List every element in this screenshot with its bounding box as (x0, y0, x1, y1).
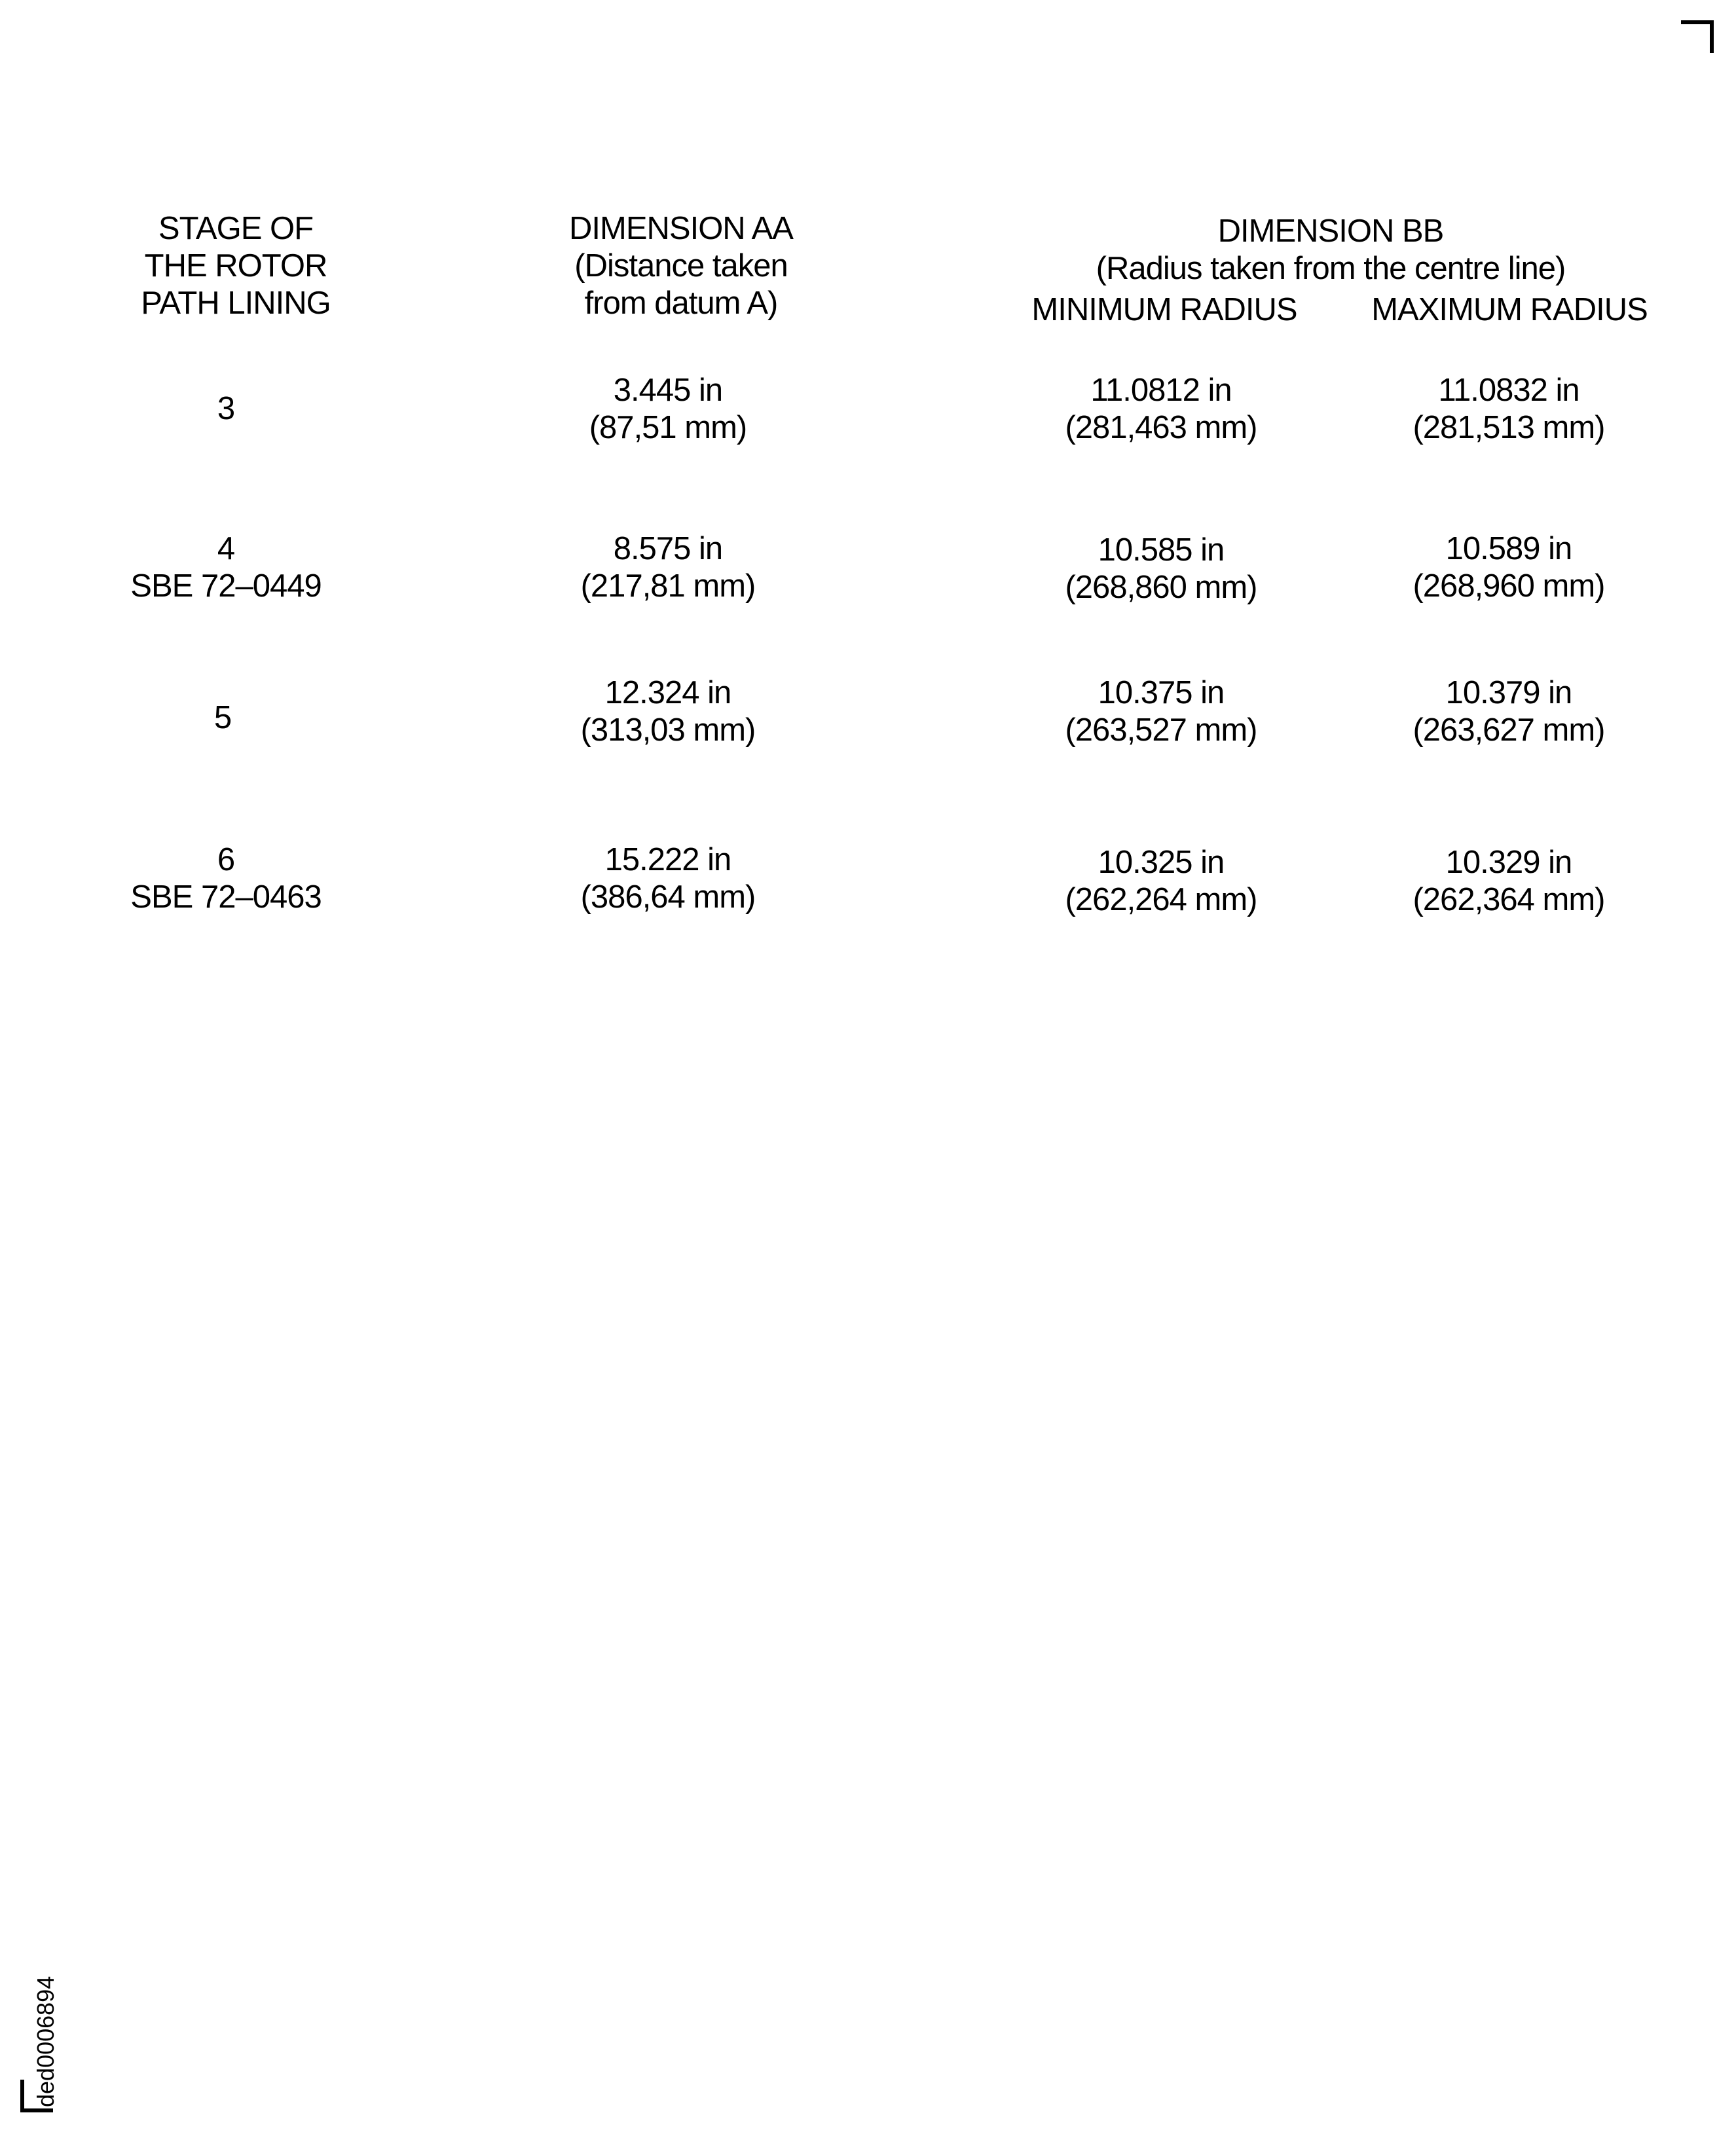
row-1-max-mm: (281,513 mm) (1413, 410, 1605, 445)
row-4-aa (581, 841, 756, 916)
figure-id: ded0006894 (32, 1976, 59, 2107)
row-2-max (1413, 530, 1604, 605)
row-3-min (1065, 674, 1257, 749)
row-1-min-mm: (281,463 mm) (1065, 410, 1257, 445)
row-4-max-mm: (262,364 mm) (1413, 882, 1605, 917)
row-2-max-in: 10.589 in (1445, 531, 1572, 566)
row-1-max (1413, 372, 1604, 447)
header-aa-line-3: from datum A) (584, 285, 778, 321)
row-1-stage: 3 (217, 391, 235, 426)
row-1-min (1065, 372, 1257, 447)
row-2-min-in: 10.585 in (1098, 532, 1225, 568)
row-2-stage-number: 4 (217, 531, 235, 566)
row-4-min-mm: (262,264 mm) (1065, 882, 1257, 917)
row-1-aa-in: 3.445 in (613, 373, 723, 408)
row-3-max-mm: (263,627 mm) (1413, 712, 1605, 748)
header-dimension-bb (1096, 213, 1566, 287)
row-1-aa (589, 372, 747, 447)
row-1-max-in: 11.0832 in (1438, 373, 1579, 408)
header-aa-line-2: (Distance taken (574, 248, 788, 284)
row-3-aa-in: 12.324 in (604, 675, 731, 710)
row-3-min-mm: (263,527 mm) (1065, 712, 1257, 748)
row-2-aa-in: 8.575 in (613, 531, 723, 566)
row-1-min-in: 11.0812 in (1090, 373, 1232, 408)
row-4-stage-number: 6 (217, 842, 235, 877)
row-4-stage-ref: SBE 72–0463 (130, 879, 322, 915)
row-4-stage (130, 841, 321, 916)
row-2-aa-mm: (217,81 mm) (580, 568, 756, 604)
row-2-max-mm: (268,960 mm) (1413, 568, 1605, 604)
header-stage-line-2: THE ROTOR (144, 248, 327, 284)
row-4-min (1065, 844, 1257, 919)
row-3-min-in: 10.375 in (1098, 675, 1225, 710)
row-2-min-mm: (268,860 mm) (1065, 570, 1257, 605)
row-2-min (1065, 532, 1257, 606)
row-3-stage: 5 (213, 700, 232, 735)
header-bb-line-2: (Radius taken from the centre line) (1096, 251, 1566, 286)
header-stage-line-3: PATH LINING (141, 285, 331, 321)
row-4-min-in: 10.325 in (1098, 845, 1225, 880)
header-stage (141, 210, 330, 322)
row-2-stage-ref: SBE 72–0449 (130, 568, 322, 604)
row-4-aa-mm: (386,64 mm) (580, 879, 756, 915)
row-3-aa (581, 674, 756, 749)
row-3-aa-mm: (313,03 mm) (580, 712, 756, 748)
header-dimension-aa (569, 210, 793, 322)
header-max-radius: MAXIMUM RADIUS (1371, 292, 1648, 327)
row-4-aa-in: 15.222 in (604, 842, 731, 877)
row-3-max (1413, 674, 1604, 749)
row-2-stage (130, 530, 321, 605)
header-stage-line-1: STAGE OF (158, 211, 314, 246)
row-1-aa-mm: (87,51 mm) (589, 410, 747, 445)
row-3-max-in: 10.379 in (1445, 675, 1572, 710)
row-4-max (1413, 844, 1604, 919)
row-2-aa (581, 530, 756, 605)
row-4-max-in: 10.329 in (1445, 845, 1572, 880)
crop-mark-top-right (1681, 20, 1714, 53)
header-aa-line-1: DIMENSION AA (569, 211, 793, 246)
header-min-radius: MINIMUM RADIUS (1031, 292, 1297, 327)
header-bb-line-1: DIMENSION BB (1217, 213, 1444, 249)
